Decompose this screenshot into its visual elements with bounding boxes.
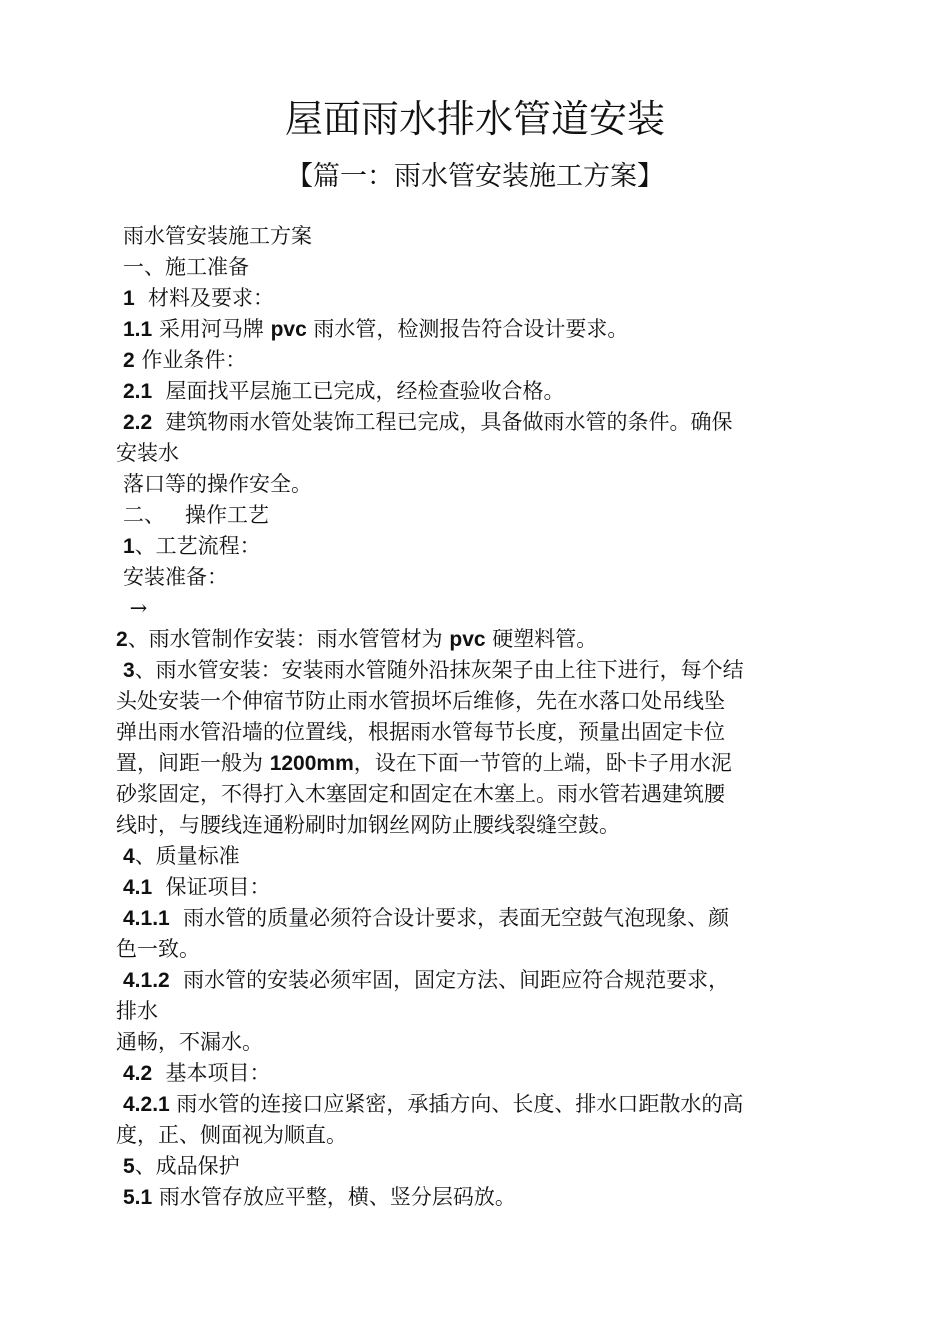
text-line <box>116 1089 846 1120</box>
line-text: 保证项目： <box>152 875 271 899</box>
line-text: 度，正、侧面视为顺直。 <box>116 1123 347 1147</box>
text-line <box>116 841 846 872</box>
line-text: 线时，与腰线连通粉刷时加钢丝网防止腰线裂缝空鼓。 <box>116 813 620 837</box>
text-line <box>116 407 846 438</box>
line-text: 安装准备： <box>123 565 228 589</box>
line-text: 色一致。 <box>116 937 200 961</box>
text-line <box>116 717 846 748</box>
text-line <box>116 1151 846 1182</box>
item-number: 4.1.2 <box>123 969 170 992</box>
arrow-icon: → <box>123 596 148 620</box>
line-text: ，设在下面一节管的上端，卧卡子用水泥 <box>353 751 732 775</box>
item-number: 1 <box>123 287 135 310</box>
item-number: 4.1.1 <box>123 907 170 930</box>
flow-arrow <box>116 593 846 624</box>
section-heading <box>116 500 846 531</box>
text-line <box>116 283 846 314</box>
line-text: 雨水管存放应平整，横、竖分层码放。 <box>152 1185 516 1209</box>
text-line <box>116 624 846 655</box>
item-number: 2 <box>123 349 135 372</box>
line-text: 、雨水管安装：安装雨水管随外沿抹灰架子由上往下进行，每个结 <box>134 658 744 682</box>
text-line <box>116 1120 846 1151</box>
line-text: 材料及要求： <box>134 286 275 310</box>
line-text: 作业条件： <box>134 348 247 372</box>
section-heading <box>116 252 846 283</box>
text-line <box>116 903 846 934</box>
line-text: 砂浆固定，不得打入木塞固定和固定在木塞上。雨水管若遇建筑腰 <box>116 782 725 806</box>
text-line <box>116 562 846 593</box>
material-term: pvc <box>449 628 486 651</box>
line-text: 弹出雨水管沿墙的位置线，根据雨水管每节长度，预量出固定卡位 <box>116 720 725 744</box>
page-title: 屋面雨水排水管道安装 <box>284 97 665 141</box>
line-text: 头处安装一个伸宿节防止雨水管损坏后维修，先在水落口处吊线坠 <box>116 689 725 713</box>
line-text: 、质量标准 <box>134 844 240 868</box>
line-text: 、雨水管制作安装：雨水管管材为 <box>127 627 450 651</box>
item-number: 3 <box>123 659 135 682</box>
text-line <box>116 345 846 376</box>
text-line <box>116 314 846 345</box>
text-line <box>116 1027 846 1058</box>
item-number: 5.1 <box>123 1186 153 1209</box>
line-text: 排水 <box>116 999 158 1023</box>
line-text: 雨水管，检测报告符合设计要求。 <box>306 317 629 341</box>
line-text: 雨水管的质量必须符合设计要求，表面无空鼓气泡现象、颜 <box>169 906 730 930</box>
line-text: 雨水管安装施工方案 <box>123 224 312 248</box>
material-term: pvc <box>270 318 307 341</box>
item-number: 1.1 <box>123 318 153 341</box>
text-line <box>116 469 846 500</box>
text-line <box>116 996 846 1027</box>
line-text: 二、 操作工艺 <box>123 503 270 527</box>
item-number: 2.1 <box>123 380 153 403</box>
item-number: 2 <box>116 628 128 651</box>
text-line <box>116 1182 846 1213</box>
text-line <box>116 1058 846 1089</box>
page-subtitle: 【篇一：雨水管安装施工方案】 <box>286 161 664 192</box>
line-text: 安装水 <box>116 441 179 465</box>
item-number: 4.2 <box>123 1062 153 1085</box>
text-line <box>116 531 846 562</box>
line-text: 置，间距一般为 <box>116 751 270 775</box>
line-text: 雨水管的安装必须牢固，固定方法、间距应符合规范要求， <box>169 968 730 992</box>
text-line <box>116 872 846 903</box>
line-text: 雨水管的连接口应紧密，承插方向、长度、排水口距散水的高 <box>169 1092 744 1116</box>
item-number: 2.2 <box>123 411 153 434</box>
line-text: 、成品保护 <box>134 1154 240 1178</box>
document-body <box>116 221 846 1213</box>
line-text: 通畅，不漏水。 <box>116 1030 263 1054</box>
line-text: 基本项目： <box>152 1061 271 1085</box>
line-text: 落口等的操作安全。 <box>123 472 312 496</box>
text-line <box>116 686 846 717</box>
text-line <box>116 438 846 469</box>
text-line <box>116 965 846 996</box>
measurement: 1200mm <box>269 752 354 775</box>
text-line <box>116 376 846 407</box>
item-number: 1 <box>123 535 135 558</box>
line-text: 、工艺流程： <box>134 534 261 558</box>
text-line <box>116 748 846 779</box>
line-text: 硬塑料管。 <box>485 627 598 651</box>
item-number: 5 <box>123 1155 135 1178</box>
line-text: 一、施工准备 <box>123 255 249 279</box>
text-line <box>116 655 846 686</box>
text-line <box>116 810 846 841</box>
text-line <box>116 934 846 965</box>
line-text: 采用河马牌 <box>152 317 271 341</box>
line-text: 屋面找平层施工已完成，经检查验收合格。 <box>152 379 565 403</box>
text-line <box>116 779 846 810</box>
line-text: 建筑物雨水管处装饰工程已完成，具备做雨水管的条件。确保 <box>152 410 733 434</box>
item-number: 4.2.1 <box>123 1093 170 1116</box>
item-number: 4 <box>123 845 135 868</box>
text-line <box>116 221 846 252</box>
item-number: 4.1 <box>123 876 153 899</box>
